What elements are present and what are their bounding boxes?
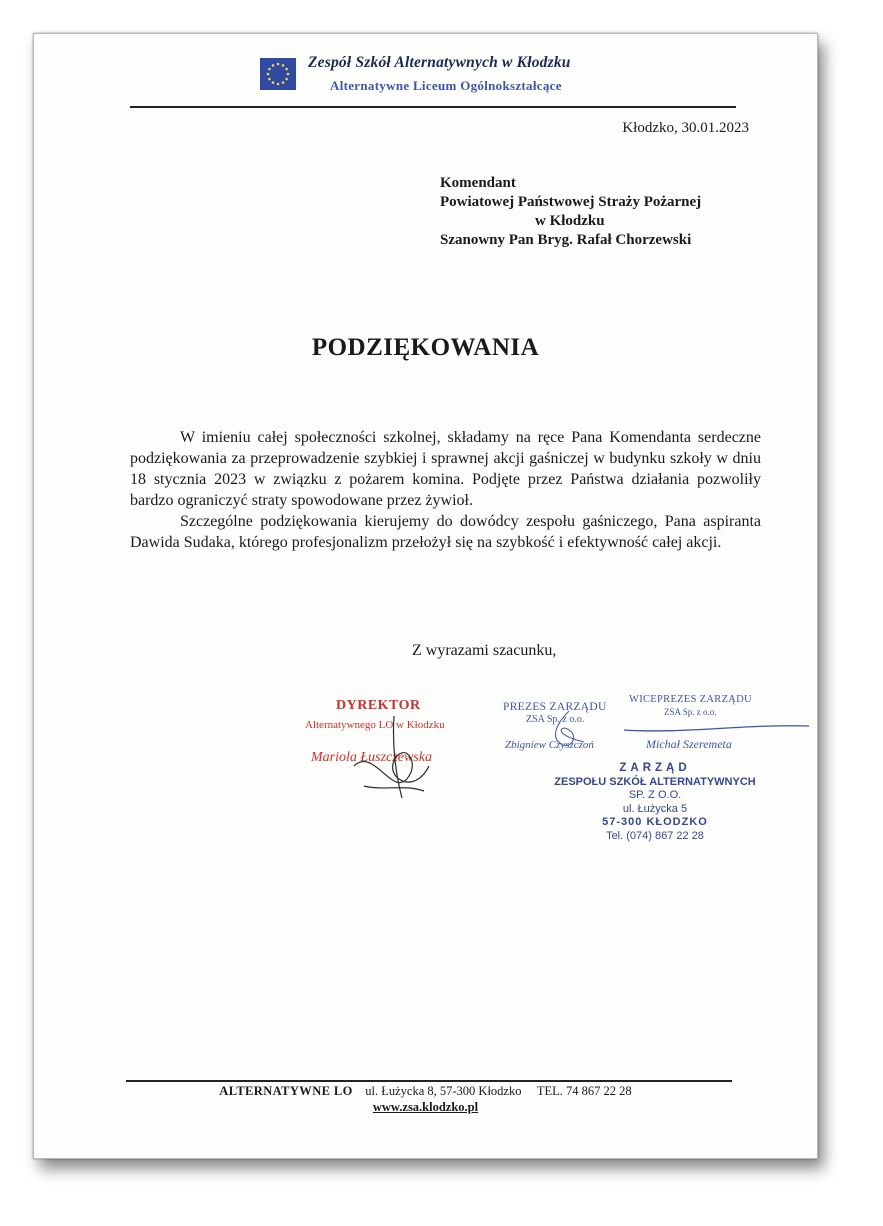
footer-website-link[interactable]: www.zsa.klodzko.pl: [372, 1100, 479, 1114]
header-divider: [130, 106, 736, 108]
vice-president-title: WICEPREZES ZARZĄDU: [629, 694, 752, 705]
stamp-line: ul. Łużycka 5: [622, 802, 688, 815]
addressee-line: Szanowny Pan Bryg. Rafał Chorzewski: [440, 232, 692, 248]
school-subtitle: Alternatywne Liceum Ogólnokształcące: [330, 78, 562, 93]
letter-body: [130, 427, 761, 553]
president-subtitle: ZSA Sp. z o.o.: [526, 714, 585, 725]
addressee-line: Powiatowej Państwowej Straży Pożarnej: [440, 194, 702, 210]
stamp-line: Tel. (074) 867 22 28: [606, 829, 704, 842]
stamp-line: SP. Z O.O.: [628, 789, 682, 801]
letter-title: PODZIĘKOWANIA: [311, 334, 540, 361]
addressee-line: w Kłodzku: [535, 213, 605, 229]
addressee-line: Komendant: [440, 175, 516, 191]
body-paragraph: Szczególne podziękowania kierujemy do dowódcy zespołu gaśniczego, Pana aspiranta Dawida Sudaka, którego profesjonalizm przełożył się na szybkość i efektywność całej akcji.: [130, 513, 761, 551]
footer-contact: [34, 1084, 817, 1099]
footer-phone: TEL. 74 867 22 28: [536, 1084, 632, 1098]
stamp-line: ZARZĄD: [619, 762, 691, 774]
stamp-line: 57-300 KŁODZKO: [602, 816, 708, 828]
footer-divider: [126, 1080, 732, 1082]
president-name: Zbigniew Czyszczoń: [505, 739, 594, 751]
letter-page: [33, 33, 818, 1159]
letter-date: Kłodzko, 30.01.2023: [622, 120, 749, 136]
addressee-block: [440, 174, 701, 250]
eu-flag-logo: [260, 58, 296, 90]
director-title: DYREKTOR: [336, 698, 421, 713]
director-subtitle: Alternatywnego LO w Kłodzku: [305, 719, 445, 731]
vice-president-name: Michał Szeremeta: [646, 737, 732, 751]
stamp-line: ZESPOŁU SZKÓŁ ALTERNATYWNYCH: [554, 775, 756, 788]
president-signature-scribble: [539, 706, 599, 751]
vice-president-subtitle: ZSA Sp. z o.o.: [664, 707, 717, 717]
footer-address: ul. Łużycka 8, 57-300 Kłodzko: [365, 1084, 522, 1098]
president-title: PREZES ZARZĄDU: [503, 701, 607, 713]
director-signature-scribble: [334, 706, 444, 806]
vice-president-signature-stroke: [624, 722, 814, 736]
body-paragraph: W imieniu całej społeczności szkolnej, składamy na ręce Pana Komendanta serdeczne podziękowania za przeprowadzenie szybkiej i sprawnej akcji gaśniczej w budynku szkoły w dniu 18 stycznia 2023 w związku z pożarem komina. Podjęte przez Państwa działania pozwoliły bardzo ograniczyć straty spowodowane przez żywioł.: [130, 429, 761, 509]
company-stamp: [540, 762, 770, 843]
director-name: Mariola Łuszczewska: [311, 750, 432, 765]
footer-org: ALTERNATYWNE LO: [219, 1084, 353, 1098]
closing-phrase: Z wyrazami szacunku,: [412, 642, 557, 659]
school-name: Zespół Szkół Alternatywnych w Kłodzku: [308, 54, 571, 71]
